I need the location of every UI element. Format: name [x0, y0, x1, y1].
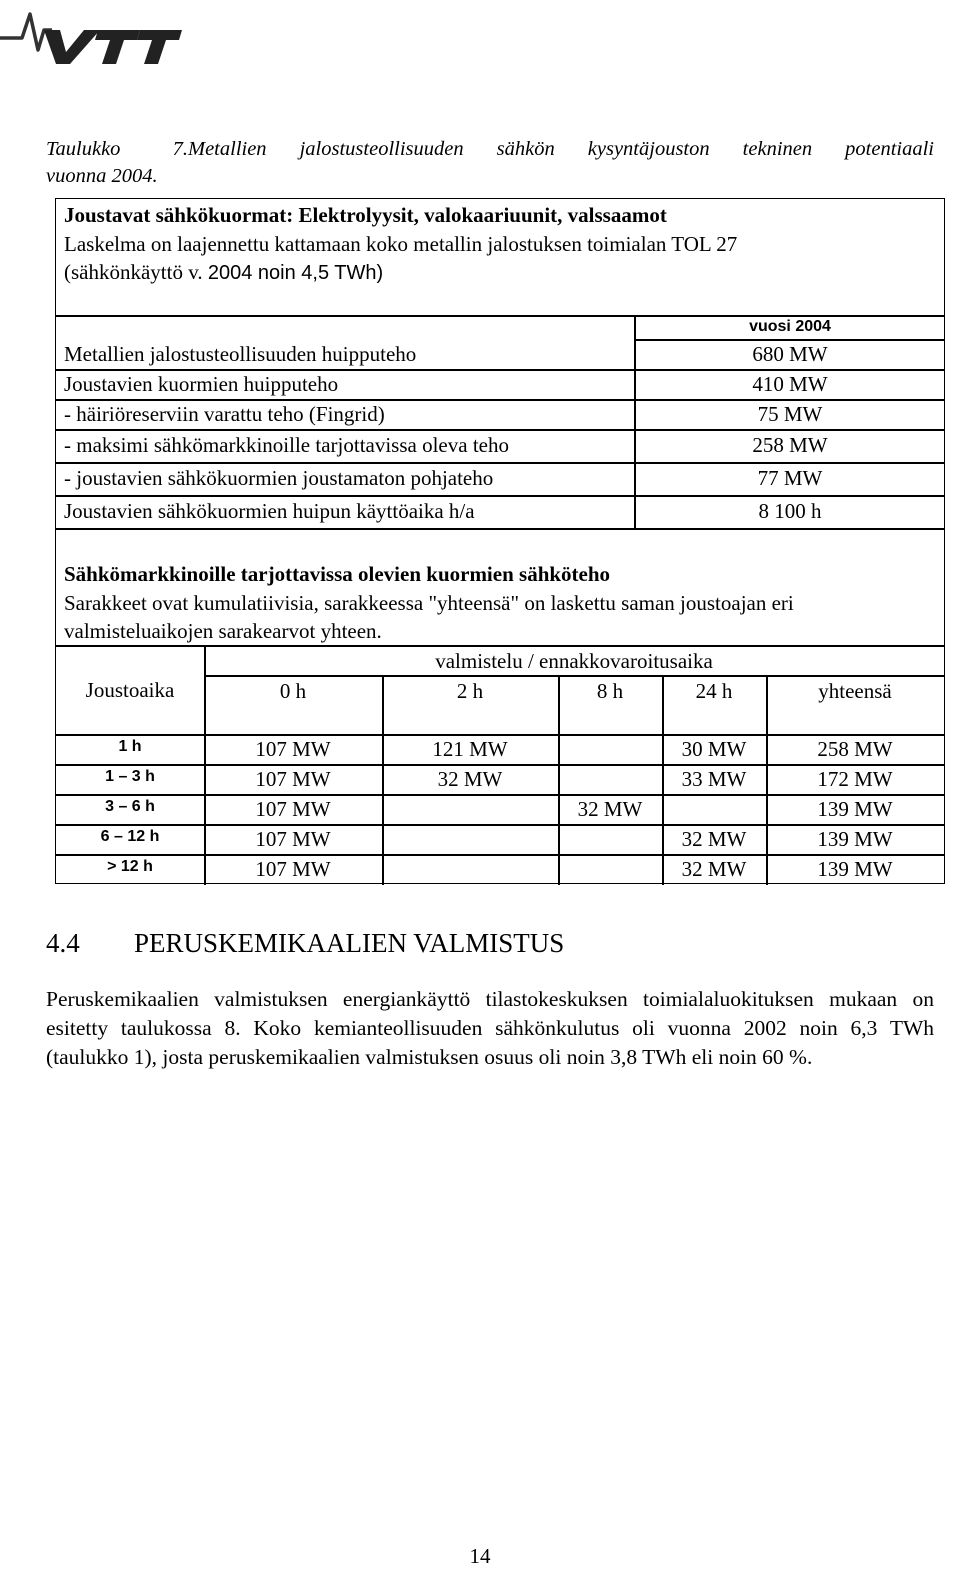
- page-number: 14: [469, 1544, 491, 1568]
- table1-row-label: Joustavien kuormien huipputeho: [64, 372, 339, 396]
- table2-row-header: Joustoaika: [85, 678, 175, 702]
- table2-cell: 32 MW: [681, 857, 747, 881]
- table2-cell: 107 MW: [255, 797, 331, 821]
- table2-row-label: 3 – 6 h: [105, 798, 155, 815]
- section-heading-number: 4.4: [46, 928, 80, 958]
- table1-row-label: Joustavien sähkökuormien huipun käyttöaika h/a: [64, 499, 475, 523]
- table1-row-value: 8 100 h: [758, 499, 822, 523]
- table1-row-value: 77 MW: [757, 466, 823, 490]
- table2-column-header: 2 h: [456, 679, 484, 703]
- caption-number: Taulukko 7.: [46, 138, 188, 160]
- table2-row-label: 6 – 12 h: [100, 828, 160, 845]
- section2-line1: Sarakkeet ovat kumulatiivisia, sarakkeessa "yhteensä" on laskettu saman joustoajan eri: [64, 591, 794, 615]
- table2-cell: 33 MW: [681, 767, 747, 791]
- table2-cell: 121 MW: [432, 737, 508, 761]
- section2-title: Sähkömarkkinoille tarjottavissa olevien kuormien sähköteho: [64, 562, 611, 586]
- table1-row-value: 75 MW: [757, 402, 823, 426]
- section1-title: Joustavat sähkökuormat: Elektrolyysit, valokaariuunit, valssaamot: [64, 203, 667, 227]
- table2-column-header: 0 h: [279, 679, 307, 703]
- table2-cell: 139 MW: [817, 857, 893, 881]
- table2-cell: 107 MW: [255, 827, 331, 851]
- table2-cell: 139 MW: [817, 827, 893, 851]
- table2-cell: 139 MW: [817, 797, 893, 821]
- table1-row-label: - häiriöreserviin varattu teho (Fingrid): [64, 402, 385, 426]
- table2-cell: 32 MW: [577, 797, 643, 821]
- table2-cell: 258 MW: [817, 737, 893, 761]
- section1-line2a: (sähkönkäyttö v.: [64, 260, 203, 284]
- table1-row-label: - joustavien sähkökuormien joustamaton pohjateho: [64, 466, 494, 490]
- table1-row-value: 680 MW: [752, 342, 828, 366]
- table1-row-label: - maksimi sähkömarkkinoille tarjottavissa oleva teho: [64, 433, 509, 457]
- table-caption: [46, 136, 934, 190]
- caption-text-line2: vuonna 2004.: [46, 165, 158, 187]
- section-heading-title: PERUSKEMIKAALIEN VALMISTUS: [134, 928, 565, 958]
- table2-row-label: 1 h: [118, 738, 142, 755]
- section-heading: [46, 928, 564, 959]
- table2-column-header: 24 h: [695, 679, 733, 703]
- table1-header: vuosi 2004: [749, 318, 831, 335]
- section1-line1: Laskelma on laajennettu kattamaan koko metallin jalostuksen toimialan TOL 27: [64, 232, 738, 256]
- data-table-frame: [55, 198, 945, 884]
- table2-cell: 32 MW: [437, 767, 503, 791]
- section1-line2b: 2004 noin 4,5 TWh): [207, 262, 384, 284]
- table2-cell: 172 MW: [817, 767, 893, 791]
- table2-cell: 107 MW: [255, 737, 331, 761]
- table1-row-label: Metallien jalostusteollisuuden huipputeho: [64, 342, 417, 366]
- table2-group-header: valmistelu / ennakkovaroitusaika: [435, 649, 713, 673]
- body-paragraph: Peruskemikaalien valmistuksen energiankäyttö tilastokeskuksen toimialaluokituksen mukaan on esitetty taulukossa 8. Koko kemianteollisuuden sähkönkulutus oli vuonna 2002 noin 6,3 TWh (taulukko 1), josta peruskemikaalien valmistuksen osuus oli noin 3,8 TWh eli noin 60 %.: [46, 987, 934, 1069]
- table1-row-value: 258 MW: [752, 433, 828, 457]
- table2-row-label: 1 – 3 h: [105, 768, 155, 785]
- table1-row-value: 410 MW: [752, 372, 828, 396]
- table2-column-header: 8 h: [596, 679, 624, 703]
- table2-cell: 32 MW: [681, 827, 747, 851]
- section2-line2: valmisteluaikojen sarakearvot yhteen.: [64, 619, 382, 643]
- table2-column-header: yhteensä: [818, 679, 892, 703]
- table2-row-label: > 12 h: [107, 858, 153, 875]
- caption-text-line1: Metallien jalostusteollisuuden sähkön kysyntäjouston tekninen potentiaali: [188, 138, 934, 160]
- section1-line2: [64, 260, 383, 285]
- table2-cell: 107 MW: [255, 767, 331, 791]
- table2-cell: 107 MW: [255, 857, 331, 881]
- table2-cell: 30 MW: [681, 737, 747, 761]
- vtt-logo: [0, 0, 190, 72]
